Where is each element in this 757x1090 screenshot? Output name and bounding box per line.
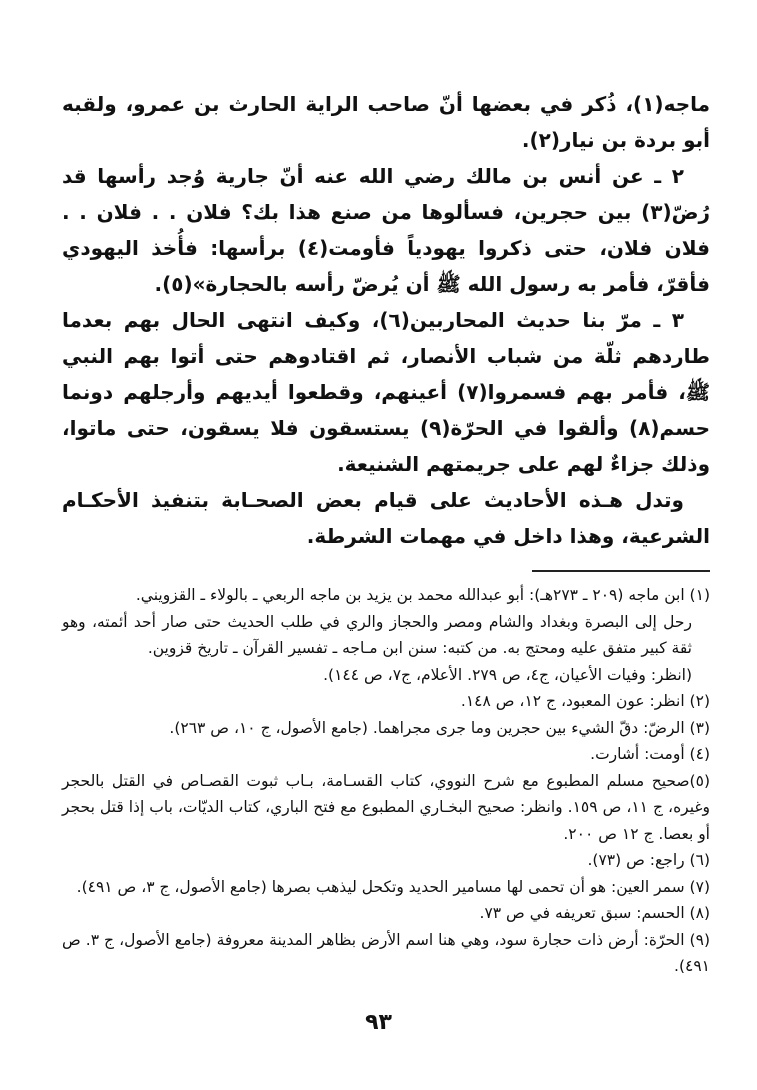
main-text <box>62 86 710 554</box>
page-body <box>62 86 710 980</box>
footnote-7: (٧) سمر العين: هو أن تحمى لها مسامير الحديد وتكحل ليذهب بصرها (جامع الأصول، ج ٣، ص ٤٩١). <box>76 877 710 896</box>
footnote-2: (٢) انظر: عون المعبود، ج ١٢، ص ١٤٨. <box>460 692 710 710</box>
paragraph-continuation: ماجه(١)، ذُكر في بعضها أنّ صاحب الراية الحارث بن عمرو، ولقبه أبو بردة بن نيار(٢). <box>62 92 710 152</box>
footnote-3: (٣) الرضّ: دقّ الشيء بين حجرين وما جرى مجراهما. (جامع الأصول، ج ١٠، ص ٢٦٣). <box>169 718 710 737</box>
footnote-4: (٤) أومت: أشارت. <box>590 745 710 763</box>
page-number: ٩٣ <box>365 1010 392 1035</box>
footnote-1-reference: (انظر: وفيات الأعيان، ج٤، ص ٢٧٩. الأعلام، ج٧، ص ١٤٤). <box>323 665 692 684</box>
paragraph-hadith-3: ٣ ـ مرّ بنا حديث المحاربين(٦)، وكيف انتهى الحال بهم بعدما طاردهم ثلّة من شباب الأنصار، ثم اقتادوهم حتى أتوا بهم النبي ﷺ، فأمر بهم فسمروا(٧) أعينهم، وقطعوا أيديهم وأرجلهم دونما حسم(٨) وألقوا في الحرّة(٩) يستسقون فلا يسقون، حتى ماتوا، وذلك جزاءٌ لهم على جريمتهم الشنيعة. <box>62 308 710 476</box>
footnote-1-continuation: رحل إلى البصرة وبغداد والشام ومصر والحجاز والري في طلب الحديث حتى صار أحد أئمته، وهو ثقة كبير متفق عليه ومحتج به. من كتبه: سنن ابن مـاجه ـ تفسير القرآن ـ تاريخ قزوين. <box>62 612 692 657</box>
footnotes <box>62 582 710 980</box>
footnote-divider <box>532 570 710 572</box>
footnote-6: (٦) راجع: ص (٧٣). <box>587 851 710 869</box>
footnote-5: (٥)صحيح مسلم المطبوع مع شرح النووي، كتاب القسـامة، بـاب ثبوت القصـاص في القتل بالحجر وغيره، ج ١١، ص ١٥٩. وانظر: صحيح البخـاري المطبوع مع فتح الباري، كتاب الديّات، باب إذا قتل بحجر أو بعصا. ج ١٢ ص ٢٠٠. <box>62 771 711 843</box>
paragraph-conclusion: وتدل هـذه الأحاديث على قيام بعض الصحـابة بتنفيذ الأحكـام الشرعية، وهذا داخل في مهمات الشرطة. <box>62 488 710 548</box>
paragraph-hadith-2: ٢ ـ عن أنس بن مالك رضي الله عنه أنّ جارية وُجد رأسها قد رُضّ(٣) بين حجرين، فسألوها من صنع هذا بك؟ فلان . . فلان . . فلان فلان، حتى ذكروا يهودياً فأومت(٤) برأسها: فأُخذ اليهودي فأقرّ، فأمر به رسول الله ﷺ أن يُرضّ رأسه بالحجارة»(٥). <box>62 164 710 296</box>
footnote-1: (١) ابن ماجه (٢٠٩ ـ ٢٧٣هـ): أبو عبدالله محمد بن يزيد بن ماجه الربعي ـ بالولاء ـ القزويني. <box>135 586 710 604</box>
footnote-9: (٩) الحرّة: أرض ذات حجارة سود، وهي هنا اسم الأرض بظاهر المدينة معروفة (جامع الأصول، ج ٣. ص ٤٩١). <box>62 930 710 975</box>
footnote-8: (٨) الحسم: سبق تعريفه في ص ٧٣. <box>479 904 710 922</box>
